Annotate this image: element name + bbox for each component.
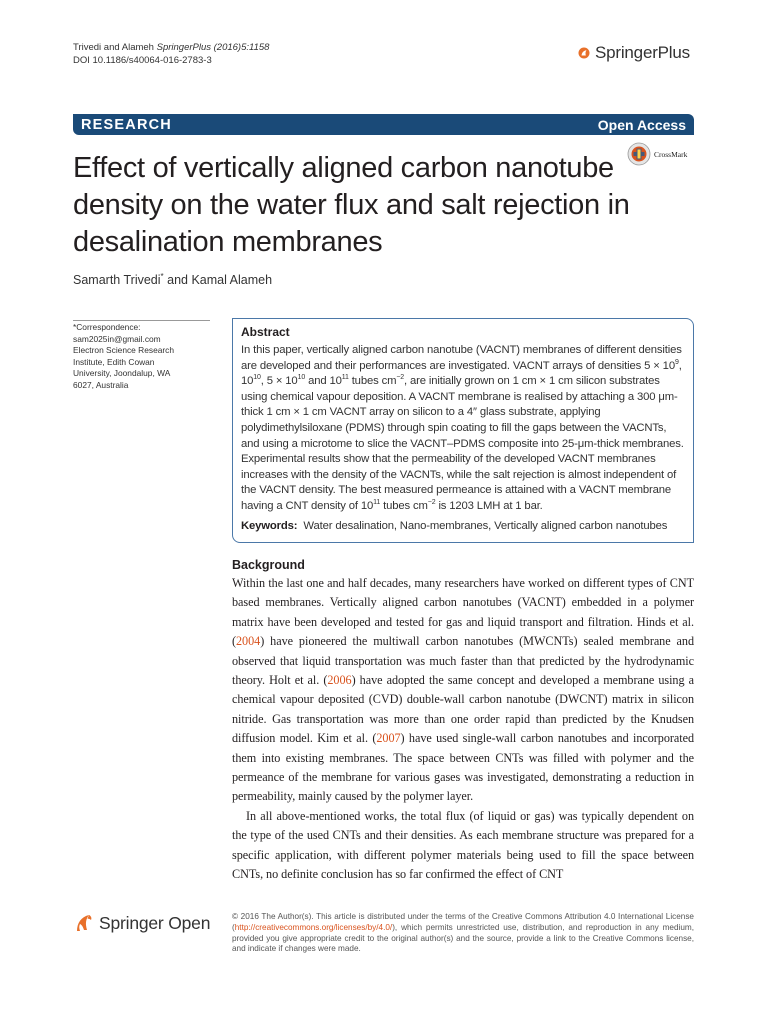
springeropen-text	[99, 913, 210, 934]
reference-link[interactable]: 2006	[327, 673, 352, 688]
open-access-label[interactable]: Open Access	[597, 116, 686, 133]
doi[interactable]: DOI 10.1186/s40064-016-2783-3	[73, 55, 212, 66]
abstract-segment: tubes cm	[348, 375, 397, 388]
abstract-sup: 10	[297, 374, 306, 382]
crossmark-label: CrossMark	[654, 149, 688, 159]
author-list	[73, 272, 272, 287]
sidebar-divider	[73, 320, 210, 321]
brand-plus: Plus	[657, 43, 690, 62]
section-heading-background: Background	[232, 558, 305, 572]
abstract-sup: 10	[253, 374, 261, 382]
springer-horse-icon	[578, 47, 590, 59]
license-segment: ), which permits unrestricted use, distribution, and reproduction in any medium, provided you give appropriate credit to the original author(s) and the source, provide a link to the Creative Commons license, and indicate if changes were made.	[232, 922, 694, 954]
abstract-segment: , 10	[241, 359, 682, 388]
article-type-bar	[73, 114, 694, 135]
abstract-sup: −2	[427, 499, 436, 507]
sidebar-line: Electron Science Research	[73, 345, 175, 356]
keywords-list: Water desalination, Nano-membranes, Vertically aligned carbon nanotubes	[303, 519, 668, 532]
keywords-label: Keywords:	[241, 519, 298, 532]
citation-block	[73, 41, 269, 67]
article-type-label: RESEARCH	[81, 116, 172, 133]
reference-link[interactable]: 2004	[236, 634, 261, 649]
license-segment: © 2016 The Author(s). This article is distributed under the terms of the Creative Commons Attribution 4.0 International License (	[232, 912, 694, 932]
logo-springer: Springer	[99, 912, 164, 933]
abstract-segment: is 1203 LMH at 1 bar.	[435, 499, 543, 512]
correspondence-sidebar	[73, 322, 213, 392]
logo-open: Open	[168, 912, 211, 933]
citation-journal: SpringerPlus (2016)5:1158	[156, 42, 270, 53]
text-segment: ) have used single-wall carbon nanotubes and incorporated them into existing membranes. The space between CNTs was filled with polymer and the permeance of the membrane for various gases was investigated, demonstrating a reduction in permeability, mainly caused by the polymer layer.	[232, 731, 695, 804]
abstract-segment: , are initially grown on 1 cm × 1 cm silicon substrates using chemical vapour deposition. A VACNT membrane is realised by attaching a 300 μm-thick 1 cm × 1 cm VACNT array on silicon to a 4″ glass substrate, applying polydimethylsiloxane (PDMS) through spin coating to fill the gaps between the VACNTs, and using a microtome to slice the VACNT–PDMS composite into 25-μm-thick membranes. Experimental results show that the permeability of the developed VACNT membranes increases with the density of the VACNTs, while the salt rejection is almost independent of the VACNT density. The best measured permeance is attained with a VACNT membrane having a CNT density of 10	[241, 375, 684, 512]
abstract-segment: In this paper, vertically aligned carbon nanotube (VACNT) membranes of different densities are developed and their performances are investigated. VACNT arrays of densities 5 × 10	[241, 344, 682, 372]
correspondence-email[interactable]: sam2025in@gmail.com	[73, 333, 161, 344]
abstract-sup: −2	[396, 374, 405, 382]
citation-authors: Trivedi and Alameh	[73, 42, 154, 53]
citation-line	[73, 41, 269, 54]
sidebar-line: Institute, Edith Cowan	[73, 356, 155, 367]
brand-text	[595, 43, 690, 63]
author-first[interactable]: Samarth Trivedi	[73, 273, 161, 288]
article-title: Effect of vertically aligned carbon nanotube density on the water flux and salt rejection in desalination membranes	[73, 152, 630, 258]
corresponding-mark: *	[160, 272, 164, 281]
text-segment: ) have adopted the same concept and developed a membrane using a chemical vapour deposited (CVD) double-wall carbon nanotube (DWCNT) matrix in silicon nitride. Gas transportation was more than one order rapid than predicted by the Knudsen diffusion model. Kim et al. (	[232, 673, 694, 746]
abstract-segment: tubes cm	[380, 499, 428, 512]
springeropen-logo	[73, 912, 210, 934]
abstract-heading: Abstract	[241, 325, 290, 339]
abstract-sup: 11	[341, 374, 349, 382]
abstract-segment: , 5 × 10	[260, 375, 298, 388]
springerplus-logo	[578, 43, 690, 63]
paragraph: In all above-mentioned works, the total flux (of liquid or gas) was typically dependent on the type of the used CNTs and their densities. As each membrane structure was prepared for a specific application, with different polymer materials being used to fill the space between CNTs, no definite conclusion has so far confirmed the effect of CNT	[232, 808, 694, 882]
text-segment: Within the last one and half decades, many researchers have worked on different types of CNT based membranes. Vertically aligned carbon nanotubes (VACNT) embedded in a polymer matrix have been developed and tested for gas and liquid transport and filtration. Hinds et al. (	[232, 576, 694, 649]
springer-horse-icon	[73, 912, 95, 934]
sidebar-line: 6027, Australia	[73, 379, 129, 390]
abstract-sup: 9	[674, 358, 679, 366]
sidebar-line: University, Joondalup, WA	[73, 368, 171, 379]
paragraph	[232, 574, 694, 807]
abstract-segment: and 10	[305, 375, 342, 388]
abstract-box	[232, 318, 694, 543]
text-segment: ) have pioneered the multiwall carbon nanotubes (MWCNTs) sealed membrane and observed that liquid transportation was much faster than that predicted by the hydrodynamic theory. Holt et al. (	[232, 634, 694, 688]
keywords	[241, 520, 685, 532]
license-notice	[232, 912, 694, 955]
reference-link[interactable]: 2007	[376, 731, 401, 746]
abstract-text	[241, 343, 685, 515]
license-link[interactable]: http://creativecommons.org/licenses/by/4.0/	[234, 922, 393, 932]
background-body	[232, 574, 694, 885]
author-rest: and Kamal Alameh	[163, 273, 273, 288]
sidebar-line: *Correspondence:	[73, 322, 141, 332]
crossmark-badge[interactable]	[627, 142, 687, 166]
brand-springer: Springer	[595, 43, 658, 62]
abstract-sup: 11	[373, 499, 381, 507]
